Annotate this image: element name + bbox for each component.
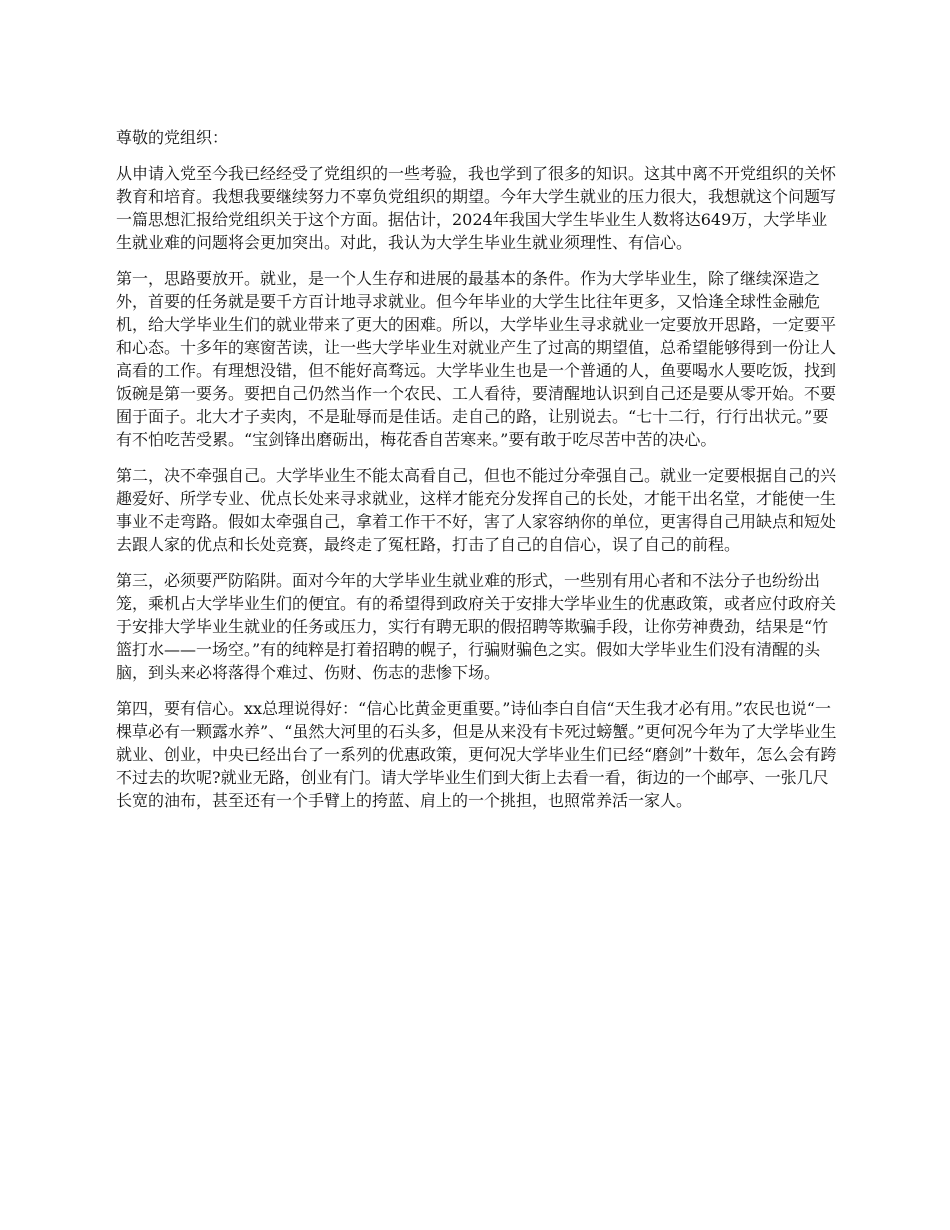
paragraph-intro: 从申请入党至今我已经经受了党组织的一些考验，我也学到了很多的知识。这其中离不开党组织的关怀教育和培育。我想我要继续努力不辜负党组织的期望。今年大学生就业的压力很大，我想就这个问题写一篇思想汇报给党组织关于这个方面。据估计，2024年我国大学生毕业生人数将达649万，大学毕业生就业难的问题将会更加突出。对此，我认为大学生毕业生就业须理性、有信心。 — [116, 164, 837, 252]
salutation: 尊敬的党组织： — [116, 128, 229, 147]
paragraph-fourth-point: 第四，要有信心。xx总理说得好：“信心比黄金更重要。”诗仙李白自信“天生我才必有用。”农民也说“一棵草必有一颗露水养”、“虽然大河里的石头多，但是从来没有卡死过螃蟹。”更何况今年为了大学毕业生就业、创业，中央已经出台了一系列的优惠政策，更何况大学毕业生们已经“磨剑”十数年，怎么会有跨不过去的坎呢?就业无路，创业有门。请大学毕业生们到大街上去看一看，街边的一个邮亭、一张几尺长宽的油布，甚至还有一个手臂上的挎蓝、肩上的一个挑担，也照常养活一家人。 — [116, 699, 837, 810]
paragraph-second-point: 第二，决不牵强自己。大学毕业生不能太高看自己，但也不能过分牵强自己。就业一定要根据自己的兴趣爱好、所学专业、优点长处来寻求就业，这样才能充分发挥自己的长处，才能干出名堂，才能使一生事业不走弯路。假如太牵强自己，拿着工作干不好，害了人家容纳你的单位，更害得自己用缺点和短处去跟人家的优点和长处竞赛，最终走了冤枉路，打击了自己的自信心，误了自己的前程。 — [116, 466, 837, 554]
paragraph-first-point: 第一，思路要放开。就业，是一个人生存和进展的最基本的条件。作为大学毕业生，除了继续深造之外，首要的任务就是要千方百计地寻求就业。但今年毕业的大学生比往年更多，又恰逢全球性金融危机，给大学毕业生们的就业带来了更大的困难。所以，大学毕业生寻求就业一定要放开思路，一定要平和心态。十多年的寒窗苦读，让一些大学毕业生对就业产生了过高的期望值，总希望能够得到一份让人高看的工作。有理想没错，但不能好高骛远。大学毕业生也是一个普通的人，鱼要喝水人要吃饭，找到饭碗是第一要务。要把自己仍然当作一个农民、工人看待，要清醒地认识到自己还是要从零开始。不要囿于面子。北大才子卖肉，不是耻辱而是佳话。走自己的路，让别说去。“七十二行，行行出状元。”要有不怕吃苦受累。“宝剑锋出磨砺出，梅花香自苦寒来。”要有敢于吃尽苦中苦的决心。 — [116, 269, 837, 449]
paragraph-third-point: 第三，必须要严防陷阱。面对今年的大学毕业生就业难的形式，一些别有用心者和不法分子也纷纷出笼，乘机占大学毕业生们的便宜。有的希望得到政府关于安排大学毕业生的优惠政策，或者应付政府关于安排大学毕业生就业的任务或压力，实行有聘无职的假招聘等欺骗手段，让你劳神费劲，结果是“竹篮打水——一场空。”有的纯粹是打着招聘的幌子，行骗财骗色之实。假如大学毕业生们没有清醒的头脑，到头来必将落得个难过、伤财、伤志的悲惨下场。 — [116, 571, 837, 682]
